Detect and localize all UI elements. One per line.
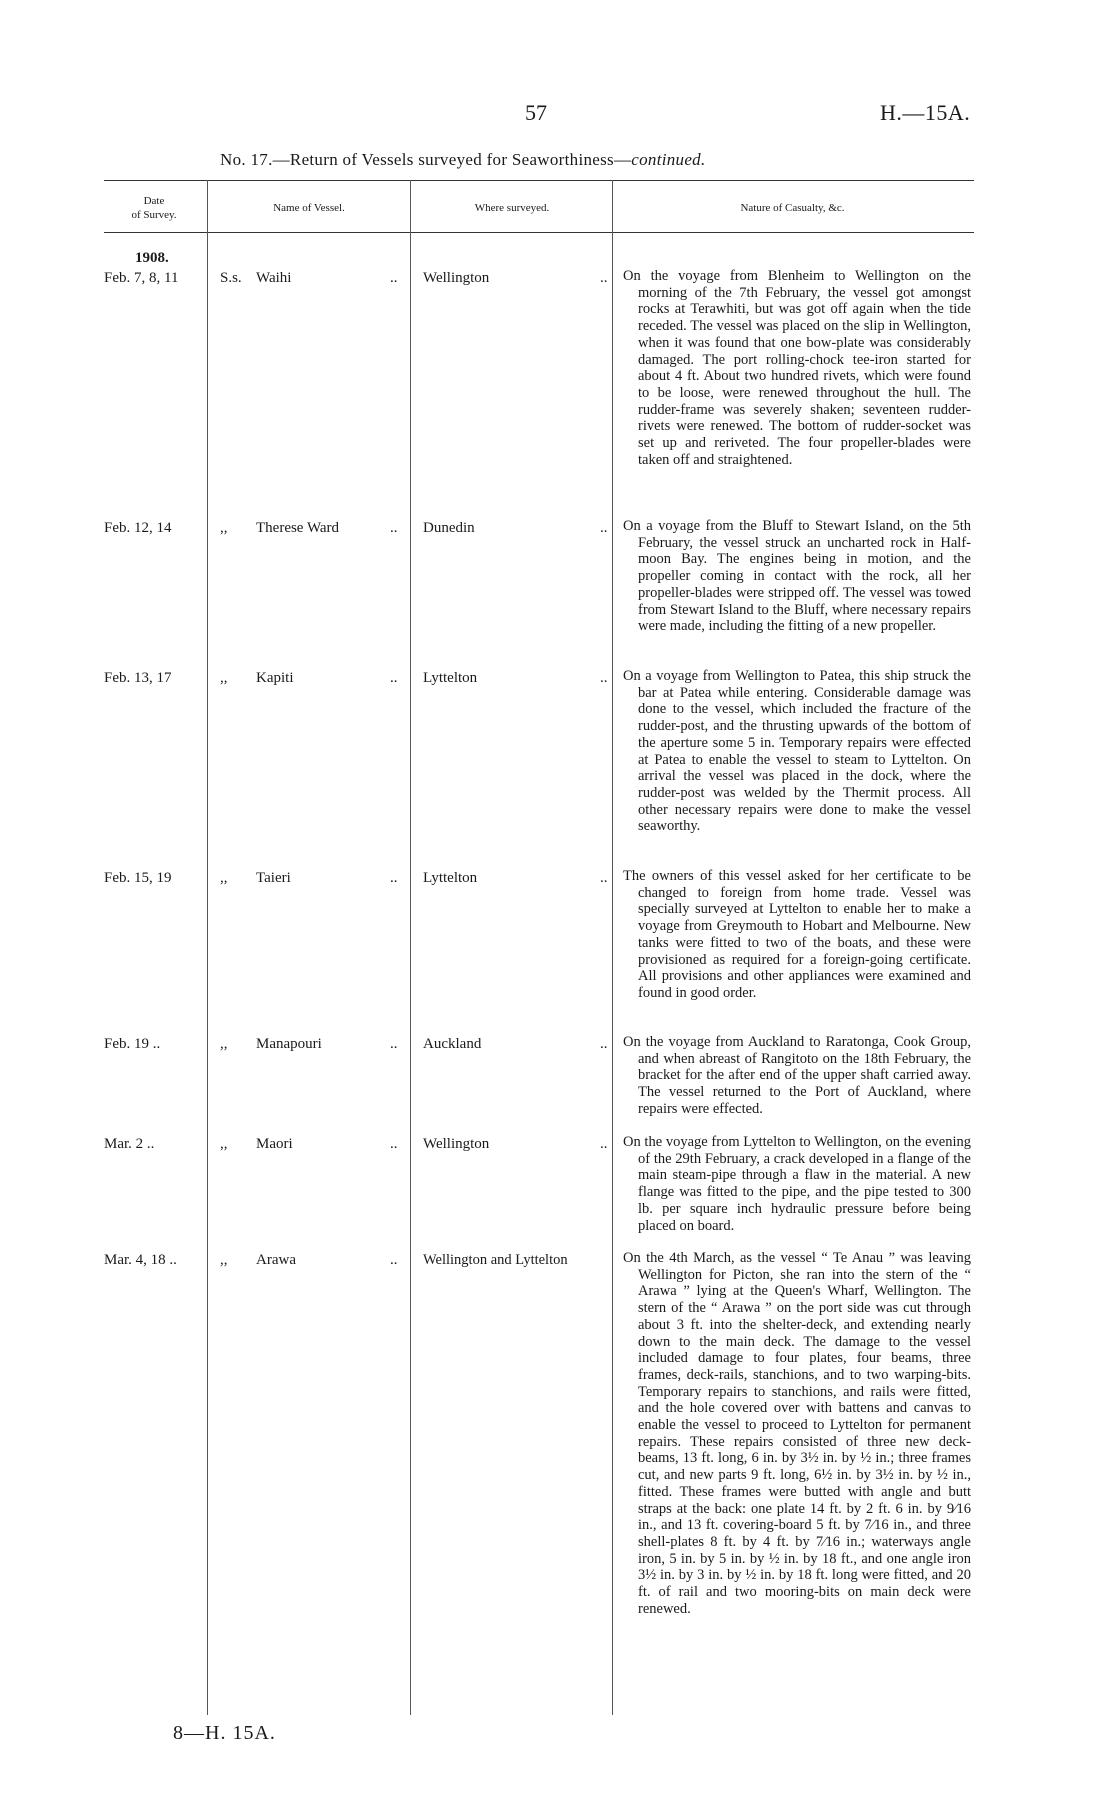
row-nature: The owners of this vessel asked for her certificate to be changed to foreign from home trade. Vessel was specially surveyed at Lyttelton to enable her to make a voyage from Greymouth to Hobart and Melbourne. New tanks were fitted to two of the boats, and these were provisioned as required for a foreign-going certificate. All provisions and other appliances were examined and found in good order. (623, 868, 971, 1001)
vessel-name: Arawa (256, 1252, 296, 1268)
row-nature: On the voyage from Auckland to Raratonga, Cook Group, and when abreast of Rangitoto on the 18th February, the bracket for the after end of the upper shaft carried away. The vessel returned to the Port of Auckland, where repairs were effected. (623, 1034, 971, 1117)
row-place: Wellington and Lyttelton (423, 1252, 568, 1268)
page-footer: 8—H. 15A. (173, 1722, 276, 1744)
vessel-name: Maori (256, 1136, 293, 1152)
row-date: Mar. 2 .. (104, 1136, 155, 1152)
header-bottom-rule (104, 232, 974, 233)
vessel-prefix: ,, (220, 520, 228, 536)
row-place: Lyttelton (423, 870, 478, 886)
row-vessel (220, 870, 291, 887)
vessel-name: Waihi (256, 270, 292, 286)
row-nature: On the 4th March, as the vessel “ Te Anau ” was leaving Wellington for Picton, she ran into the stern of the “ Arawa ” lying at the Queen's Wharf, Wellington. The stern of the “ Arawa ” on the port side was cut through about 3 ft. into the shelter-deck, and extending nearly down to the main deck. The damage to the vessel included damage to four plates, four beams, three frames, deck-rails, stanchions, and to two warping-bits. Temporary repairs to stanchions, and rails were fitted, and the hole covered over with battens and canvas to enable the vessel to proceed to Lyttelton for permanent repairs. These repairs consisted of three new deck-beams, 13 ft. long, 6 in. by 3½ in. by ½ in.; three frames cut, and new parts 9 ft. long, 6½ in. by 3½ in. by ½ in., fitted. These frames were butted with angle and butt straps at the back: one plate 14 ft. by 2 ft. 6 in. by 9⁄16 in., and 13 ft. covering-board 5 ft. by 7⁄16 in., and three shell-plates 8 ft. by 4 ft. by 7⁄16 in.; waterways angle iron, 5 in. by 5 in. by ½ in. by 18 ft., and one angle iron 3½ in. by 3 in. by ½ in. by 18 ft. long were fitted, and 20 ft. of rail and two mooring-bits on main deck were renewed. (623, 1250, 971, 1617)
row-vessel (220, 1252, 296, 1269)
leader-dots: .. (390, 1136, 398, 1152)
leader-dots: .. (600, 270, 608, 286)
vessel-prefix: ,, (220, 670, 228, 686)
row-vessel (220, 270, 291, 287)
row-nature: On the voyage from Lyttelton to Wellington, on the evening of the 29th February, a crack developed in a flange of the main steam-pipe through a flaw in the material. A new flange was fitted to the pipe, and the pipe tested to 300 lb. per square inch hydraulic pressure before being placed on board. (623, 1134, 971, 1234)
row-vessel (220, 1136, 293, 1153)
vessel-prefix: ,, (220, 1136, 228, 1152)
row-date: Feb. 7, 8, 11 (104, 270, 179, 286)
row-date: Mar. 4, 18 .. (104, 1252, 177, 1268)
column-divider (207, 180, 208, 1715)
leader-dots: .. (600, 870, 608, 886)
column-divider (612, 180, 613, 1715)
header-top-rule (104, 180, 974, 181)
header-where: Where surveyed. (474, 202, 550, 214)
row-place: Dunedin (423, 520, 475, 536)
row-place: Auckland (423, 1036, 482, 1052)
leader-dots: .. (390, 1252, 398, 1268)
column-divider (410, 180, 411, 1715)
leader-dots: .. (390, 520, 398, 536)
vessel-prefix: ,, (220, 1036, 228, 1052)
row-nature: On a voyage from the Bluff to Stewart Island, on the 5th February, the vessel struck an uncharted rock in Half-moon Bay. The engines being in motion, and the propeller coming in contact with the rock, all her propeller-blades were stripped off. The vessel was towed from Stewart Island to the Bluff, where necessary repairs were made, including the fitting of a new propeller. (623, 518, 971, 635)
row-vessel (220, 1036, 322, 1053)
leader-dots: .. (600, 1136, 608, 1152)
leader-dots: .. (600, 670, 608, 686)
row-place: Lyttelton (423, 670, 478, 686)
table-title (220, 150, 706, 170)
leader-dots: .. (390, 270, 398, 286)
survey-year: 1908. (135, 250, 169, 266)
row-date: Feb. 19 .. (104, 1036, 161, 1052)
header-vessel: Name of Vessel. (273, 202, 345, 214)
vessel-prefix: ,, (220, 1252, 228, 1268)
leader-dots: .. (390, 870, 398, 886)
vessel-prefix: ,, (220, 870, 228, 886)
row-place: Wellington (423, 270, 490, 286)
page-number: 57 (525, 100, 547, 125)
vessel-name: Taieri (256, 870, 291, 886)
vessel-name: Manapouri (256, 1036, 322, 1052)
row-vessel (220, 670, 294, 687)
header-nature: Nature of Casualty, &c. (740, 202, 845, 214)
leader-dots: .. (390, 1036, 398, 1052)
row-date: Feb. 13, 17 (104, 670, 172, 686)
leader-dots: .. (600, 1036, 608, 1052)
leader-dots: .. (600, 520, 608, 536)
row-vessel (220, 520, 339, 537)
row-place: Wellington (423, 1136, 490, 1152)
vessel-name: Kapiti (256, 670, 294, 686)
vessel-name: Therese Ward (256, 520, 340, 536)
table-title-main: No. 17.—Return of Vessels surveyed for Seaworthiness— (220, 150, 632, 169)
document-reference: H.—15A. (880, 100, 971, 125)
row-date: Feb. 12, 14 (104, 520, 172, 536)
header-date: Date of Survey. (131, 195, 177, 221)
vessel-prefix: S.s. (220, 270, 242, 286)
row-nature: On the voyage from Blenheim to Wellington on the morning of the 7th February, the vessel got amongst rocks at Terawhiti, but was got off again when the tide receded. The vessel was placed on the slip in Wellington, when it was found that one bow-plate was considerably damaged. The port rolling-chock tee-iron started for about 4 ft. About two hundred rivets, which were found to be loose, were renewed throughout the hull. The rudder-frame was severely shaken; seventeen rudder-rivets were renewed. The bottom of rudder-socket was set up and reriveted. The four propeller-blades were taken off and straightened. (623, 268, 971, 468)
leader-dots: .. (390, 670, 398, 686)
row-nature: On a voyage from Wellington to Patea, this ship struck the bar at Patea while entering. Considerable damage was done to the vessel, which included the fracture of the rudder-post, and the thrusting upwards of the bottom of the aperture some 5 in. Temporary repairs were effected at Patea to enable the vessel to steam to Lyttelton. On arrival the vessel was placed in the dock, where the rudder-post was welded by the Thermit process. All other necessary repairs were done to make the vessel seaworthy. (623, 668, 971, 835)
table-title-continued: continued. (631, 150, 706, 169)
row-date: Feb. 15, 19 (104, 870, 172, 886)
